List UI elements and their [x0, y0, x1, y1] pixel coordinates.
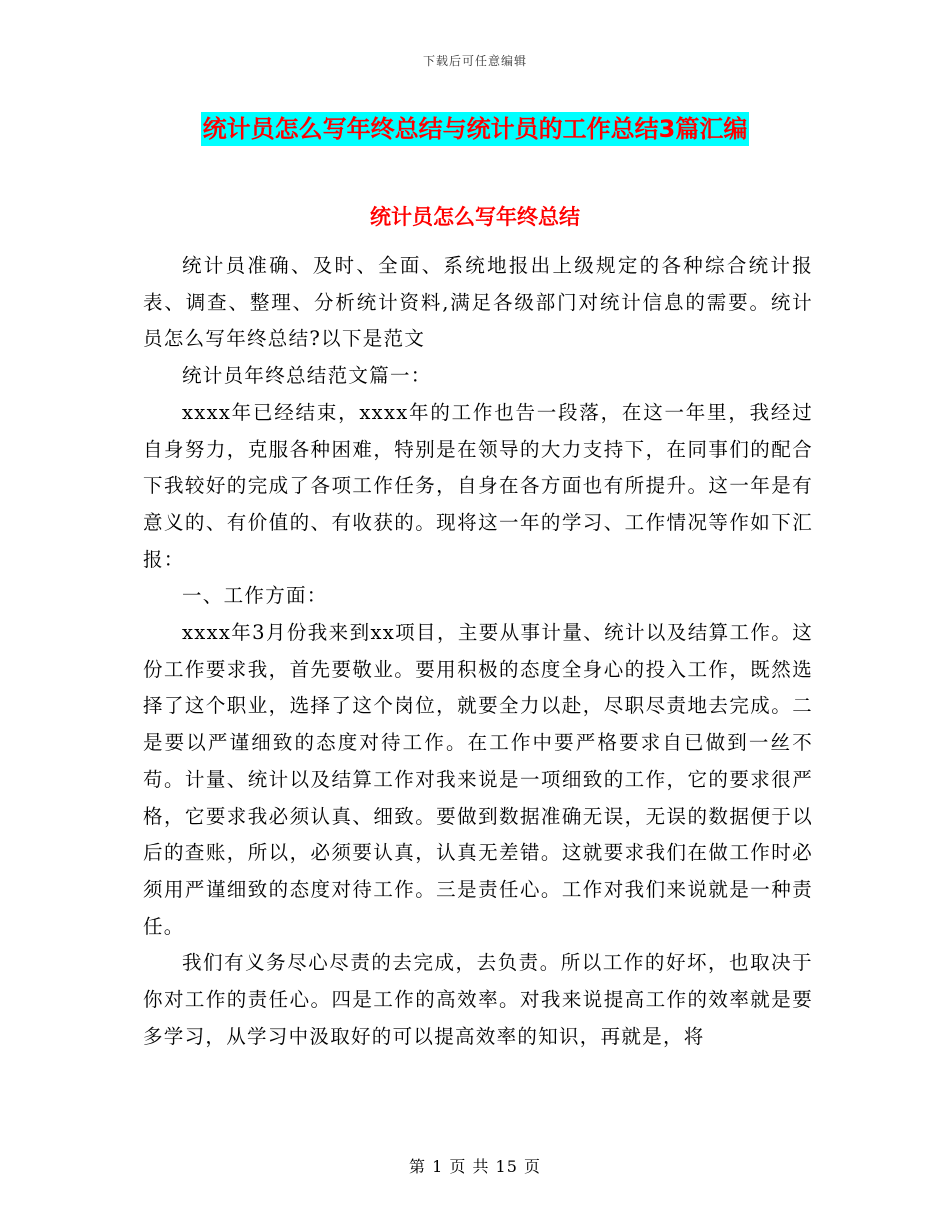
paragraph: 我们有义务尽心尽责的去完成，去负责。所以工作的好坏，也取决于你对工作的责任心。四是工作的高效率。对我来说提高工作的效率就是要多学习，从学习中汲取好的可以提高效率的知识，再就是，将: [143, 951, 813, 1048]
paragraph: xxxx年已经结束，xxxx年的工作也告一段落，在这一年里，我经过自身努力，克服各种困难，特别是在领导的大力支持下，在同事们的配合下我较好的完成了各项工作任务，自身在各方面也有所提升。这一年是有意义的、有价值的、有收获的。现将这一年的学习、工作情况等作如下汇报：: [143, 400, 813, 571]
paragraph: 统计员年终总结范文篇一：: [182, 364, 432, 388]
document-body: [143, 248, 813, 1055]
document-title: 统计员怎么写年终总结与统计员的工作总结3篇汇编: [201, 112, 750, 146]
paragraph: xxxx年3月份我来到xx项目，主要从事计量、统计以及结算工作。这份工作要求我，首先要敬业。要用积极的态度全身心的投入工作，既然选择了这个职业，选择了这个岗位，就要全力以赴，尽职尽责地去完成。二是要以严谨细致的态度对待工作。在工作中要严格要求自已做到一丝不苟。计量、统计以及结算工作对我来说是一项细致的工作，它的要求很严格，它要求我必须认真、细致。要做到数据准确无误，无误的数据便于以后的查账，所以，必须要认真，认真无差错。这就要求我们在做工作时必须用严谨细致的态度对待工作。三是责任心。工作对我们来说就是一种责任。: [143, 621, 813, 938]
section-title: 统计员怎么写年终总结: [370, 205, 580, 229]
page-header-note: 下载后可任意编辑: [422, 54, 527, 68]
page-number: 第 1 页 共 15 页: [409, 1157, 541, 1176]
paragraph: 一、工作方面：: [182, 584, 328, 608]
document-title-wrapper: [0, 112, 950, 146]
paragraph: 统计员准确、及时、全面、系统地报出上级规定的各种综合统计报表、调查、整理、分析统计资料,满足各级部门对统计信息的需要。统计员怎么写年终总结?以下是范文: [143, 254, 813, 351]
